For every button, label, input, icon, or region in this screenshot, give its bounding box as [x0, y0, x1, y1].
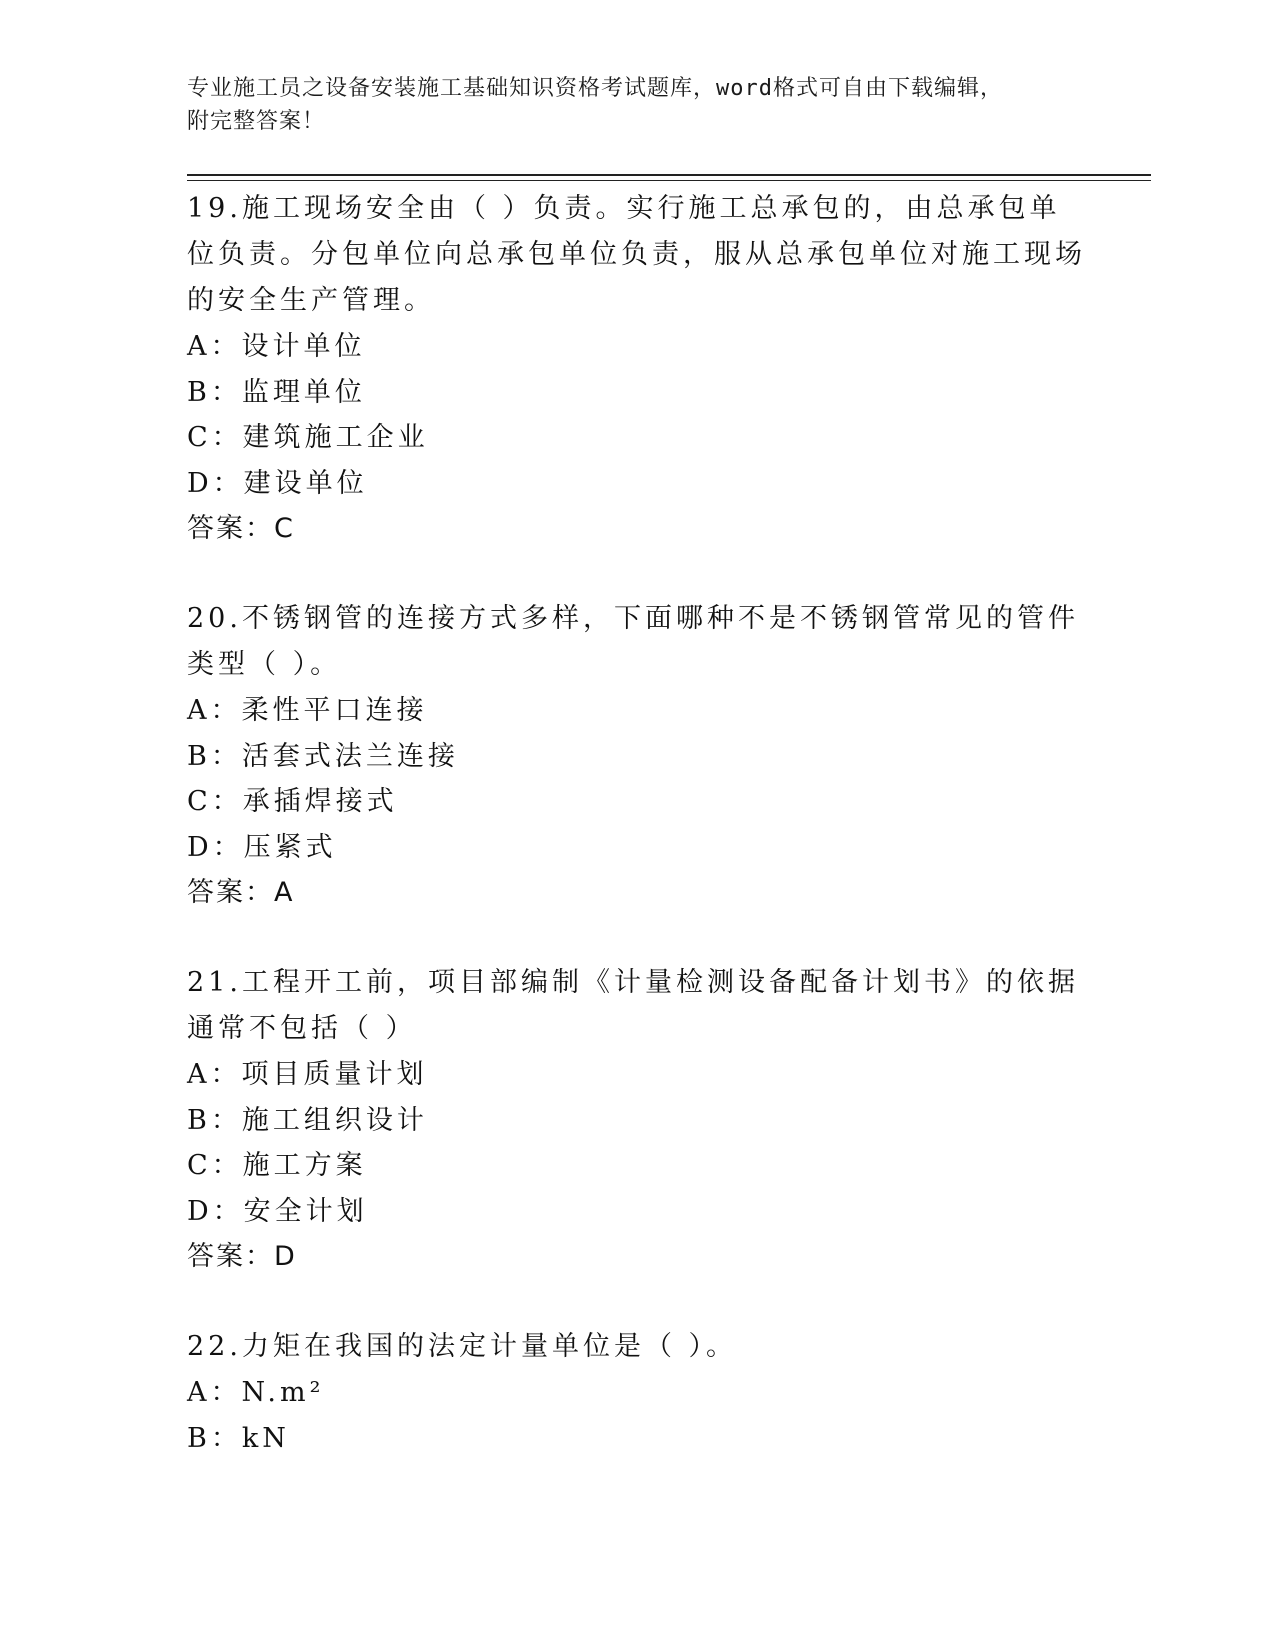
header-line-2: 附完整答案！ [187, 109, 326, 134]
option-a: A：设计单位 [187, 331, 366, 362]
answer: 答案：D [187, 1241, 297, 1272]
question-text: 22.力矩在我国的法定计量单位是（ ）。 [187, 1331, 738, 1362]
question-text: 20.不锈钢管的连接方式多样，下面哪种不是不锈钢管常见的管件类型（ ）。 [187, 603, 1079, 680]
option-c: C：承插焊接式 [187, 786, 398, 817]
option-b: B：施工组织设计 [187, 1104, 428, 1136]
question-22 [187, 1324, 1087, 1461]
option-c: C：建筑施工企业 [187, 422, 429, 453]
option-b: B：kN [187, 1422, 290, 1454]
option-d: D：建设单位 [187, 467, 368, 499]
question-19 [187, 186, 1087, 552]
question-20 [187, 596, 1087, 916]
header-divider-thick [187, 174, 1151, 176]
option-b: B：活套式法兰连接 [187, 740, 459, 772]
answer: 答案：A [187, 877, 295, 908]
answer: 答案：C [187, 513, 295, 544]
header-divider-thin [187, 180, 1151, 181]
option-d: D：压紧式 [187, 831, 337, 863]
question-list [187, 186, 1087, 1505]
header-line-1: 专业施工员之设备安装施工基础知识资格考试题库，word格式可自由下载编辑， [187, 76, 1003, 101]
option-a: A：项目质量计划 [187, 1059, 428, 1090]
option-a: A：柔性平口连接 [187, 695, 428, 726]
question-text: 21.工程开工前，项目部编制《计量检测设备配备计划书》的依据通常不包括（ ） [187, 967, 1079, 1044]
option-c: C：施工方案 [187, 1150, 367, 1181]
document-header [187, 72, 1067, 138]
option-b: B：监理单位 [187, 376, 366, 408]
question-21 [187, 960, 1087, 1280]
option-d: D：安全计划 [187, 1195, 368, 1227]
option-a: A：N.m² [187, 1377, 325, 1408]
question-text: 19.施工现场安全由（ ）负责。实行施工总承包的，由总承包单位负责。分包单位向总承包单位负责，服从总承包单位对施工现场的安全生产管理。 [187, 193, 1086, 316]
